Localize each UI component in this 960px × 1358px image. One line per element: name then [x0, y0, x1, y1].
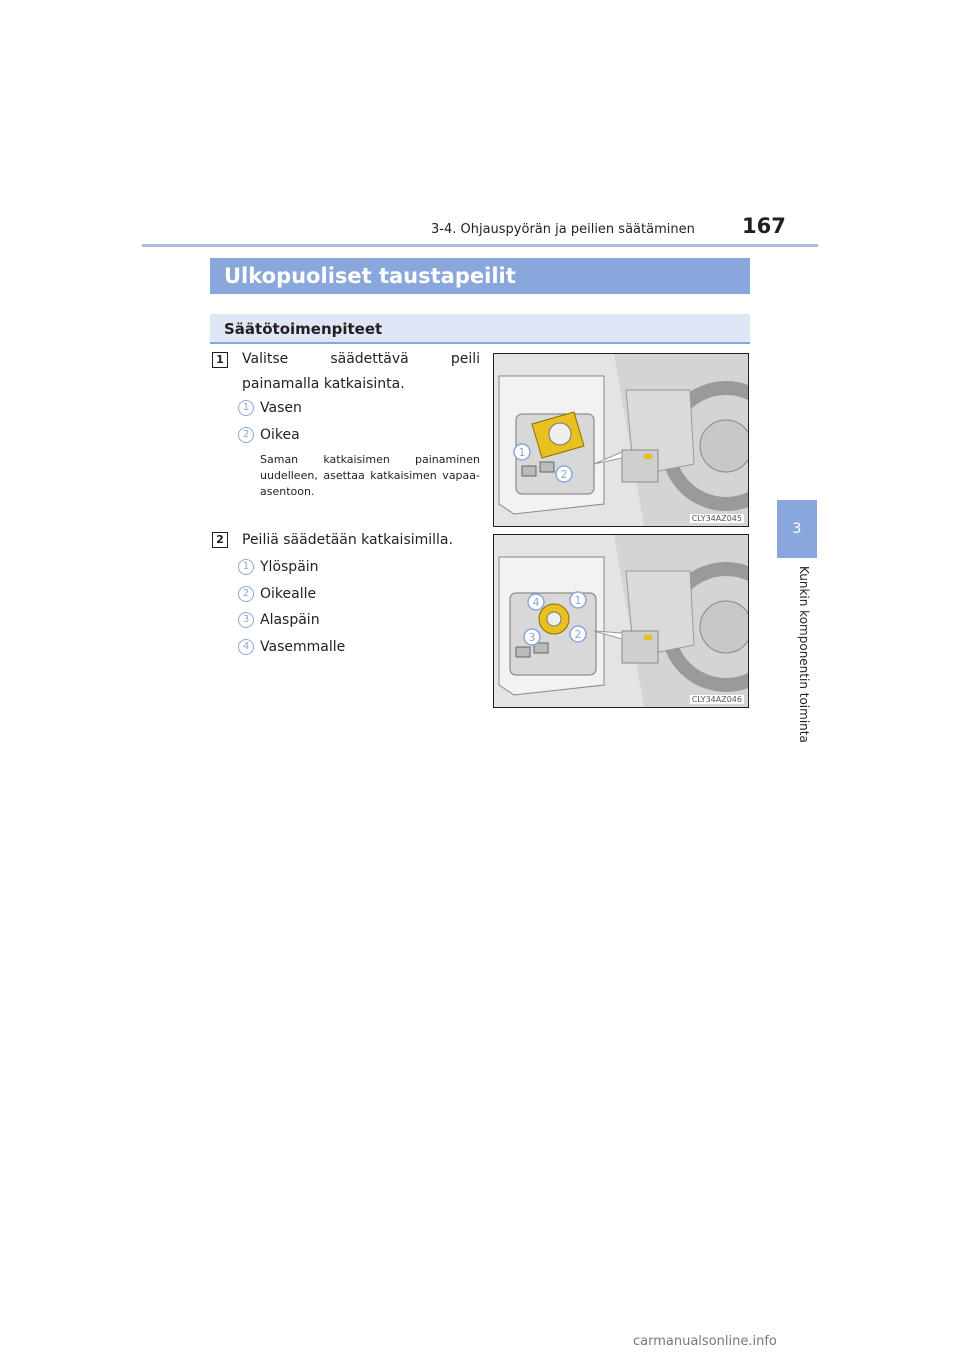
subsection-title: Säätötoimenpiteet [210, 314, 750, 344]
figure-callout: 4 [532, 596, 540, 609]
list-item-label: Vasemmalle [260, 639, 346, 655]
chapter-header-title: 3-4. Ohjauspyörän ja peilien säätäminen [431, 222, 695, 237]
callout-number: 1 [238, 559, 254, 575]
step-badge-2: 2 [212, 532, 228, 548]
figure-code: CLY34AZ046 [691, 695, 742, 704]
figure-mirror-adjust-switch [493, 534, 749, 708]
chapter-tab: 3 [777, 500, 817, 558]
list-item-label: Oikea [260, 427, 300, 443]
figure-callout: 2 [560, 468, 568, 481]
watermark: carmanualsonline.info [633, 1334, 777, 1349]
step-badge-1: 1 [212, 352, 228, 368]
step-2-text: Peiliä säädetään katkaisimilla. [242, 532, 453, 548]
page-number: 167 [742, 214, 786, 238]
header-rule [142, 244, 818, 247]
callout-number: 3 [238, 612, 254, 628]
figure-mirror-select-switch [493, 353, 749, 527]
list-item-label: Alaspäin [260, 612, 320, 628]
door-switch-illustration [494, 354, 748, 526]
callout-number: 2 [238, 427, 254, 443]
section-title: Ulkopuoliset taustapeilit [210, 258, 750, 294]
note-text: Saman katkaisimen painaminen uudelleen, asettaa katkaisimen vapaa-asentoon. [260, 453, 480, 498]
callout-number: 4 [238, 639, 254, 655]
callout-number: 1 [238, 400, 254, 416]
list-item-label: Oikealle [260, 586, 317, 602]
figure-callout: 3 [528, 631, 536, 644]
step-1-text: Valitse säädettävä peili painamalla katkaisinta. [242, 351, 480, 392]
figure-callout: 2 [574, 628, 582, 641]
list-item-label: Ylöspäin [260, 559, 319, 575]
list-item-label: Vasen [260, 400, 302, 416]
figure-callout: 1 [574, 594, 582, 607]
figure-code: CLY34AZ045 [691, 514, 742, 523]
figure-callout: 1 [518, 446, 526, 459]
door-switch-illustration [494, 535, 748, 707]
callout-number: 2 [238, 586, 254, 602]
chapter-side-label: Kunkin komponentin toiminta [797, 566, 811, 743]
